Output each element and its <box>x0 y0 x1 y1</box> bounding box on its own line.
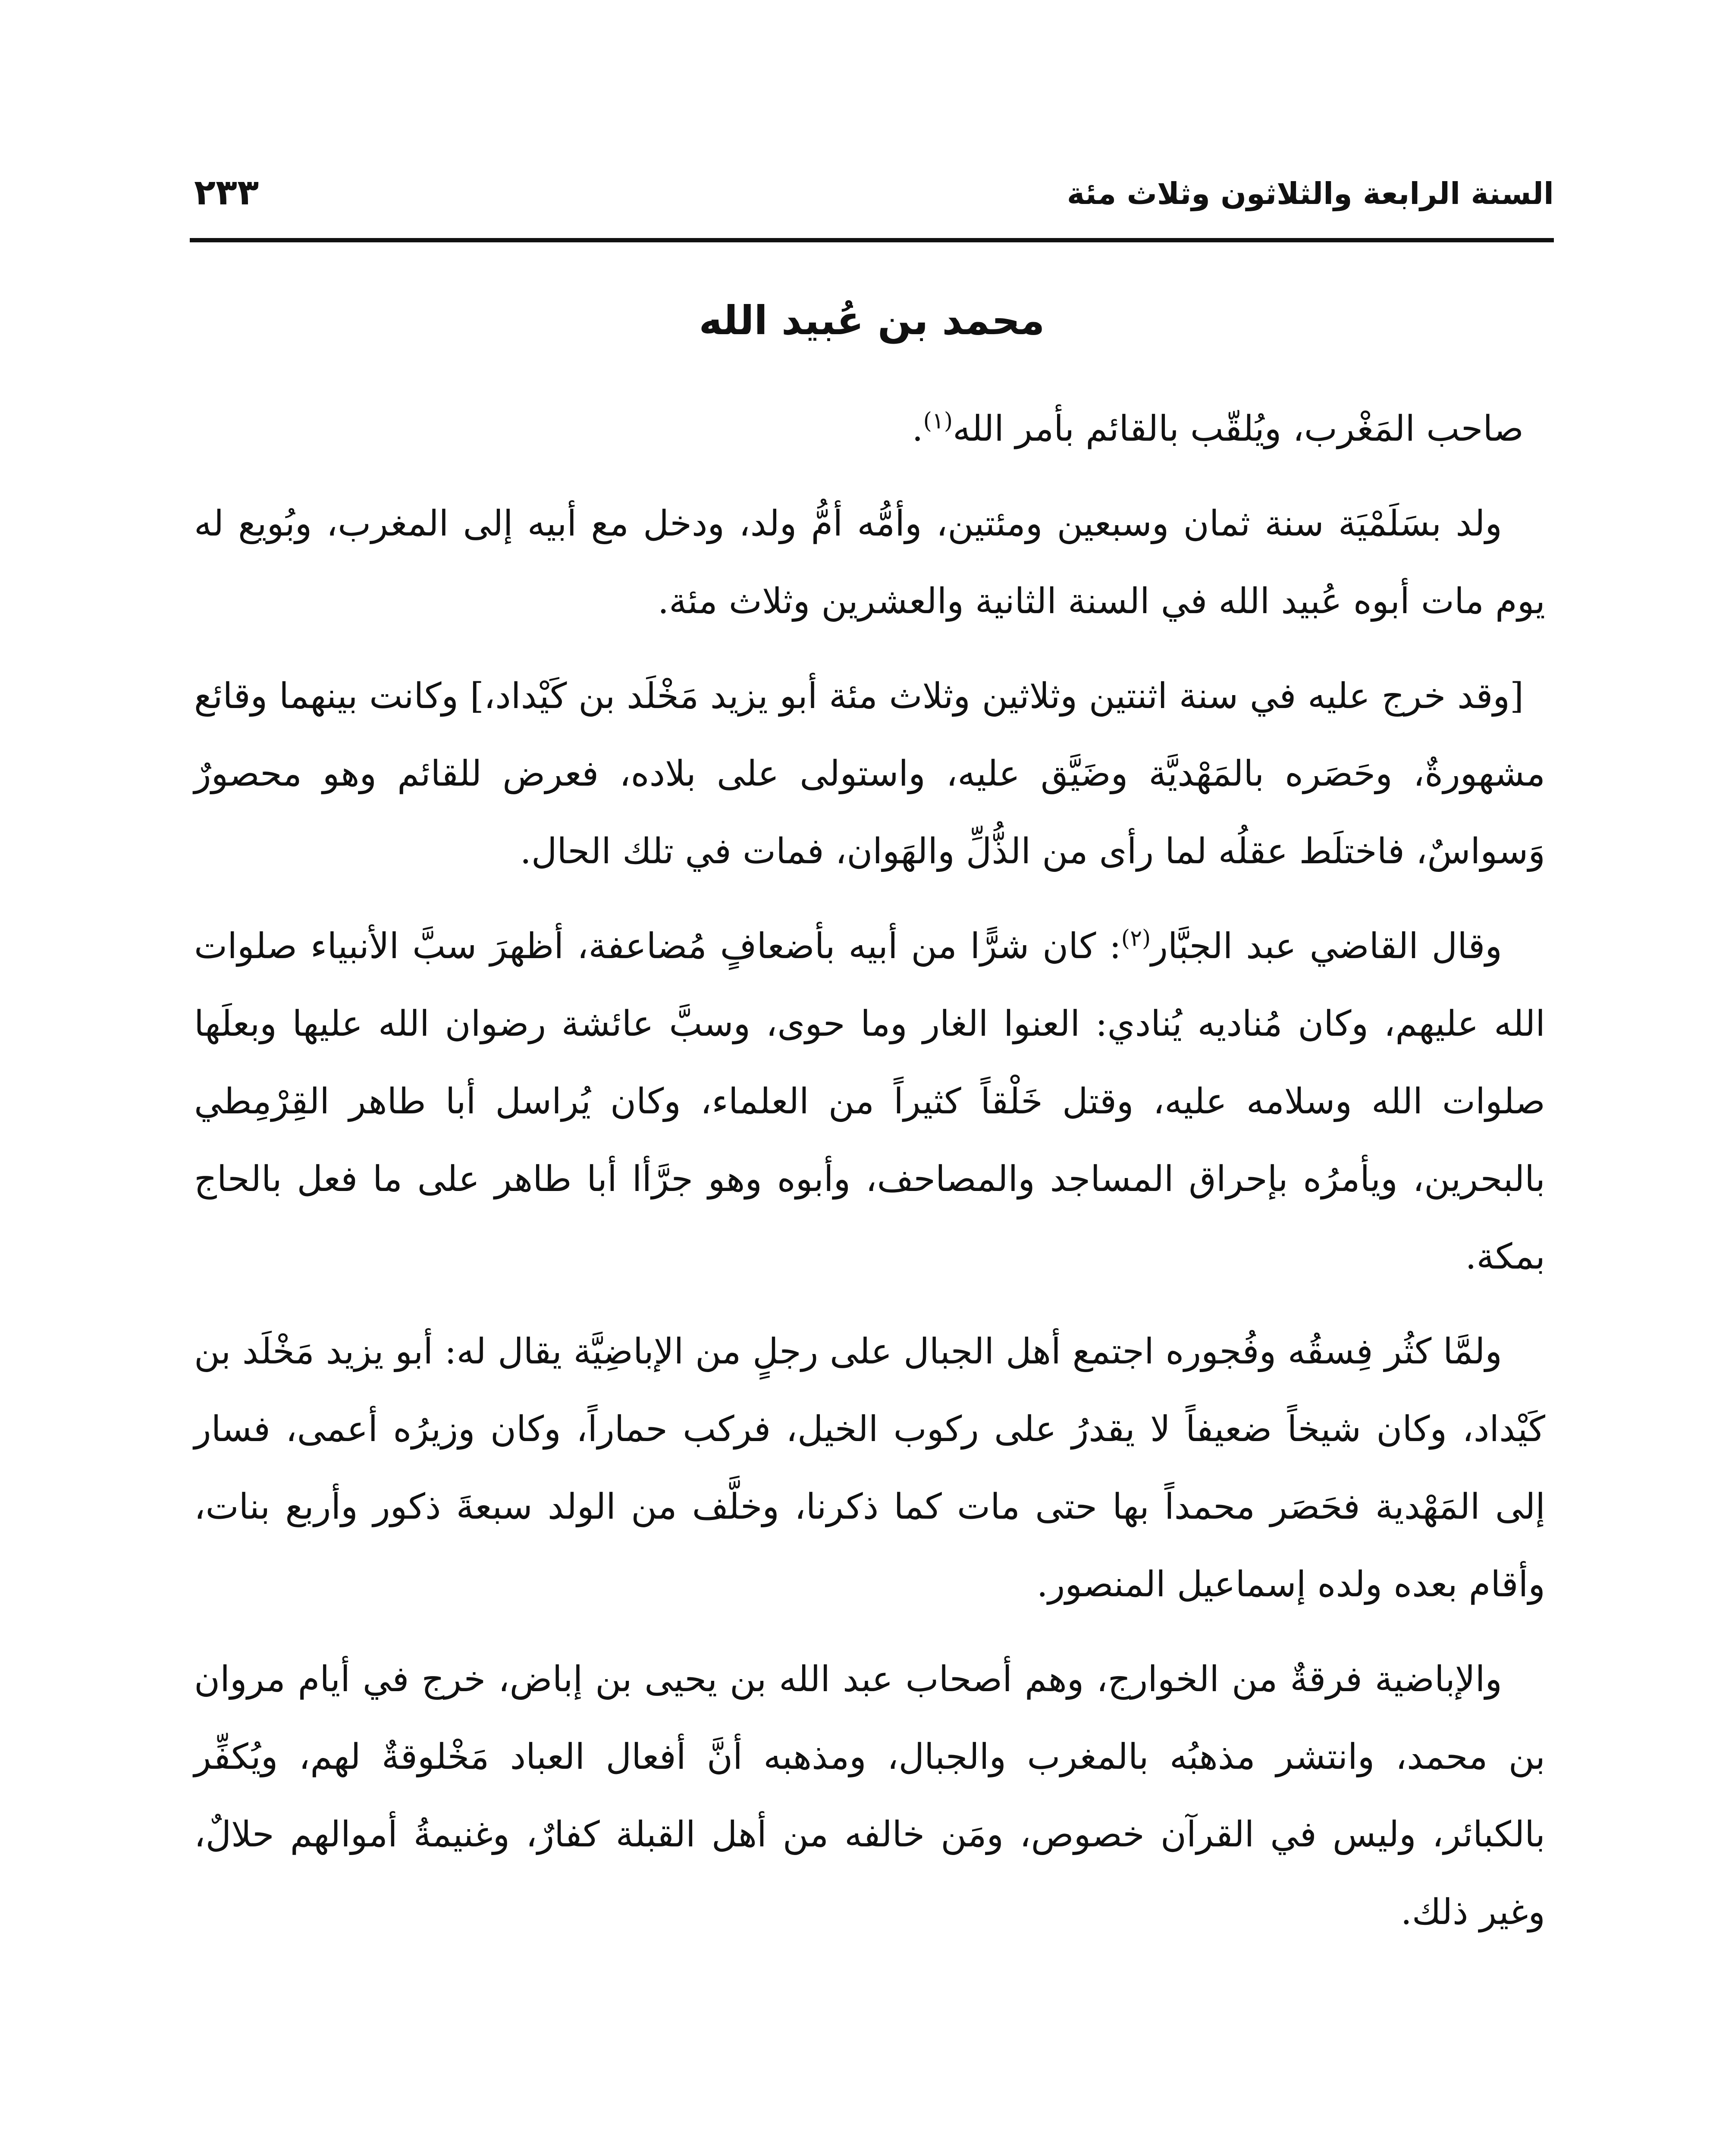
paragraph: ولد بسَلَمْيَة سنة ثمان وسبعين ومئتين، وأمُّه أمُّ ولد، ودخل مع أبيه إلى المغرب، وبُويع له يوم مات أبوه عُبيد الله في السنة الثانية والعشرين وثلاث مئة. <box>194 503 1545 622</box>
footnote-ref: (١) <box>923 408 953 434</box>
paragraph: [وقد خرج عليه في سنة اثنتين وثلاثين وثلاث مئة أبو يزيد مَخْلَد بن كَيْداد،] وكانت بينهما وقائع مشهورةٌ، وحَصَره بالمَهْديَّة وضَيَّق عليه، واستولى على بلاده، فعرض للقائم وهو محصورٌ وَسواسٌ، فاختلَط عقلُه لما رأى من الذُّلِّ والهَوان، فمات في تلك الحال. <box>194 676 1545 872</box>
header-rule <box>190 238 1554 242</box>
footnote-ref: (٢) <box>1121 925 1151 952</box>
paragraph: ولمَّا كثُر فِسقُه وفُجوره اجتمع أهل الجبال على رجلٍ من الإباضِيَّة يقال له: أبو يزيد مَخْلَد بن كَيْداد، وكان شيخاً ضعيفاً لا يقدرُ على ركوب الخيل، فركب حماراً، وكان وزيرُه أعمى، فسار إلى المَهْدية فحَصَر محمداً بها حتى مات كما ذكرنا، وخلَّف من الولد سبعةَ ذكور وأربع بنات، وأقام بعده ولده إسماعيل المنصور. <box>194 1331 1545 1605</box>
paragraph: والإباضية فرقةٌ من الخوارج، وهم أصحاب عبد الله بن يحيى بن إباض، خرج في أيام مروان بن محمد، وانتشر مذهبُه بالمغرب والجبال، ومذهبه أنَّ أفعال العباد مَخْلوقةٌ لهم، ويُكفِّر بالكبائر، وليس في القرآن خصوص، ومَن خالفه من أهل القبلة كفارٌ، وغنيمةُ أموالهم حلالٌ، وغير ذلك. <box>194 1659 1545 1933</box>
paragraph: وقال القاضي عبد الجبَّار$^{(٢)}$: كان شرًّا من أبيه بأضعافٍ مُضاعفة، أظهرَ سبَّ الأنبياء صلوات الله عليهم، وكان مُناديه يُنادي: العنوا الغار وما حوى، وسبَّ عائشة رضوان الله عليها وبعلَها صلوات الله وسلامه عليه، وقتل خَلْقاً كثيراً من العلماء، وكان يُراسل أبا طاهر القِرْمِطي بالبحرين، ويأمرُه بإحراق المساجد والمصاحف، وأبوه وهو جرَّأا أبا طاهر على ما فعل بالحاج بمكة. <box>194 925 1545 1277</box>
page-number: ٢٣٣ <box>194 172 259 213</box>
paragraph: صاحب المَغْرب، ويُلقّب بالقائم بأمر الله$^{(١)}$. <box>912 408 1524 449</box>
running-title: السنة الرابعة والثلاثون وثلاث مئة <box>1067 176 1554 211</box>
body-text <box>194 390 1545 1968</box>
running-header <box>190 164 1554 220</box>
entry-title: محمد بن عُبيد الله <box>699 298 1045 344</box>
